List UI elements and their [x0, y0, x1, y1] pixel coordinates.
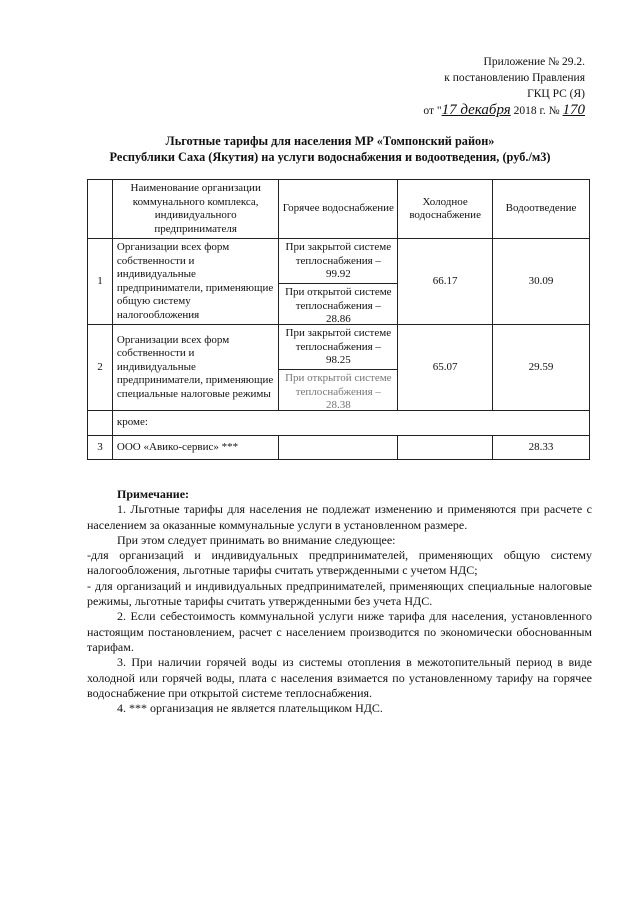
title-line-2: Республики Саха (Якутия) на услуги водоснабжения и водоотведения, (руб./м3) — [109, 150, 551, 164]
except-num — [88, 411, 113, 436]
header-org: Наименование организации коммунального комплекса, индивидуального предпринимателя — [112, 180, 279, 239]
handwritten-date: 17 декабря — [441, 102, 511, 118]
row-hot — [279, 239, 398, 325]
except-label: кроме: — [112, 411, 589, 436]
row-drain: 30.09 — [493, 239, 590, 325]
note-paragraph: - для организаций и индивидуальных предпринимателей, применяющих специальные налоговые режимы, льготные тарифы считать утвержденными без учета НДС. — [87, 578, 592, 609]
note-paragraph: -для организаций и индивидуальных предпринимателей, применяющих общую систему налогообложения, льготные тарифы считать утвержденными с учетом НДС; — [87, 548, 592, 578]
row-cold — [398, 436, 493, 460]
annex-date-line — [335, 102, 585, 119]
header-hot: Горячее водоснабжение — [279, 180, 398, 239]
table-row — [88, 239, 590, 325]
row-hot — [279, 436, 398, 460]
table-row — [88, 436, 590, 460]
annex-resolution: к постановлению Правления — [444, 72, 585, 84]
title-line-1: Льготные тарифы для населения МР «Томпонский район» — [165, 134, 495, 148]
hot-closed-system: При закрытой системе теплоснабжения – 99.92 — [279, 239, 397, 284]
table-row-except — [88, 411, 590, 436]
annex-number: Приложение № 29.2. — [483, 56, 585, 68]
tariff-table — [87, 179, 590, 460]
hot-closed-system: При закрытой системе теплоснабжения – 98.25 — [279, 325, 397, 370]
notes-heading: Примечание: — [117, 487, 190, 501]
row-number: 2 — [88, 325, 113, 411]
annex-date-prefix: от " — [423, 105, 442, 117]
note-paragraph: 3. При наличии горячей воды из системы отопления в межотопительный период в виде холодной или горячей воды, плата с населения взимается по установленному тарифу на горячее водоснабжение при открытой системе теплоснабжения. — [87, 655, 592, 700]
table-header-row — [88, 180, 590, 239]
note-paragraph: 1. Льготные тарифы для населения не подлежат изменению и применяются при расчете с населением за оказанные коммунальные услуги в установленном размере. — [87, 502, 592, 532]
annex-year: 2018 г. № — [510, 105, 563, 117]
row-cold: 66.17 — [398, 239, 493, 325]
note-paragraph: 4. *** организация не является плательщиком НДС. — [117, 701, 383, 716]
header-drain: Водоотведение — [493, 180, 590, 239]
document-title — [80, 133, 580, 165]
row-org: ООО «Авико-сервис» *** — [112, 436, 279, 460]
row-hot — [279, 325, 398, 411]
table-row — [88, 325, 590, 411]
row-drain: 28.33 — [493, 436, 590, 460]
note-paragraph: При этом следует принимать во внимание следующее: — [117, 532, 396, 547]
hot-open-system: При открытой системе теплоснабжения – 28.38 — [285, 372, 392, 411]
row-org: Организации всех форм собственности и индивидуальные предприниматели, применяющие общую систему налогообложения — [112, 239, 279, 325]
row-number: 1 — [88, 239, 113, 325]
row-cold: 65.07 — [398, 325, 493, 411]
row-org: Организации всех форм собственности и индивидуальные предприниматели, применяющие специальные налоговые режимы — [112, 325, 279, 411]
row-drain: 29.59 — [493, 325, 590, 411]
annex-block — [335, 54, 585, 119]
note-paragraph: 2. Если себестоимость коммунальной услуги ниже тарифа для населения, установленного настоящим постановлением, расчет с населением производится по экономически обоснованным тарифам. — [87, 609, 592, 654]
row-number: 3 — [88, 436, 113, 460]
header-num — [88, 180, 113, 239]
header-cold: Холодное водоснабжение — [398, 180, 493, 239]
annex-authority: ГКЦ РС (Я) — [527, 88, 585, 100]
notes-section — [87, 487, 592, 716]
hot-open-system: При открытой системе теплоснабжения – 28.86 — [285, 286, 392, 325]
handwritten-number: 170 — [562, 102, 585, 118]
